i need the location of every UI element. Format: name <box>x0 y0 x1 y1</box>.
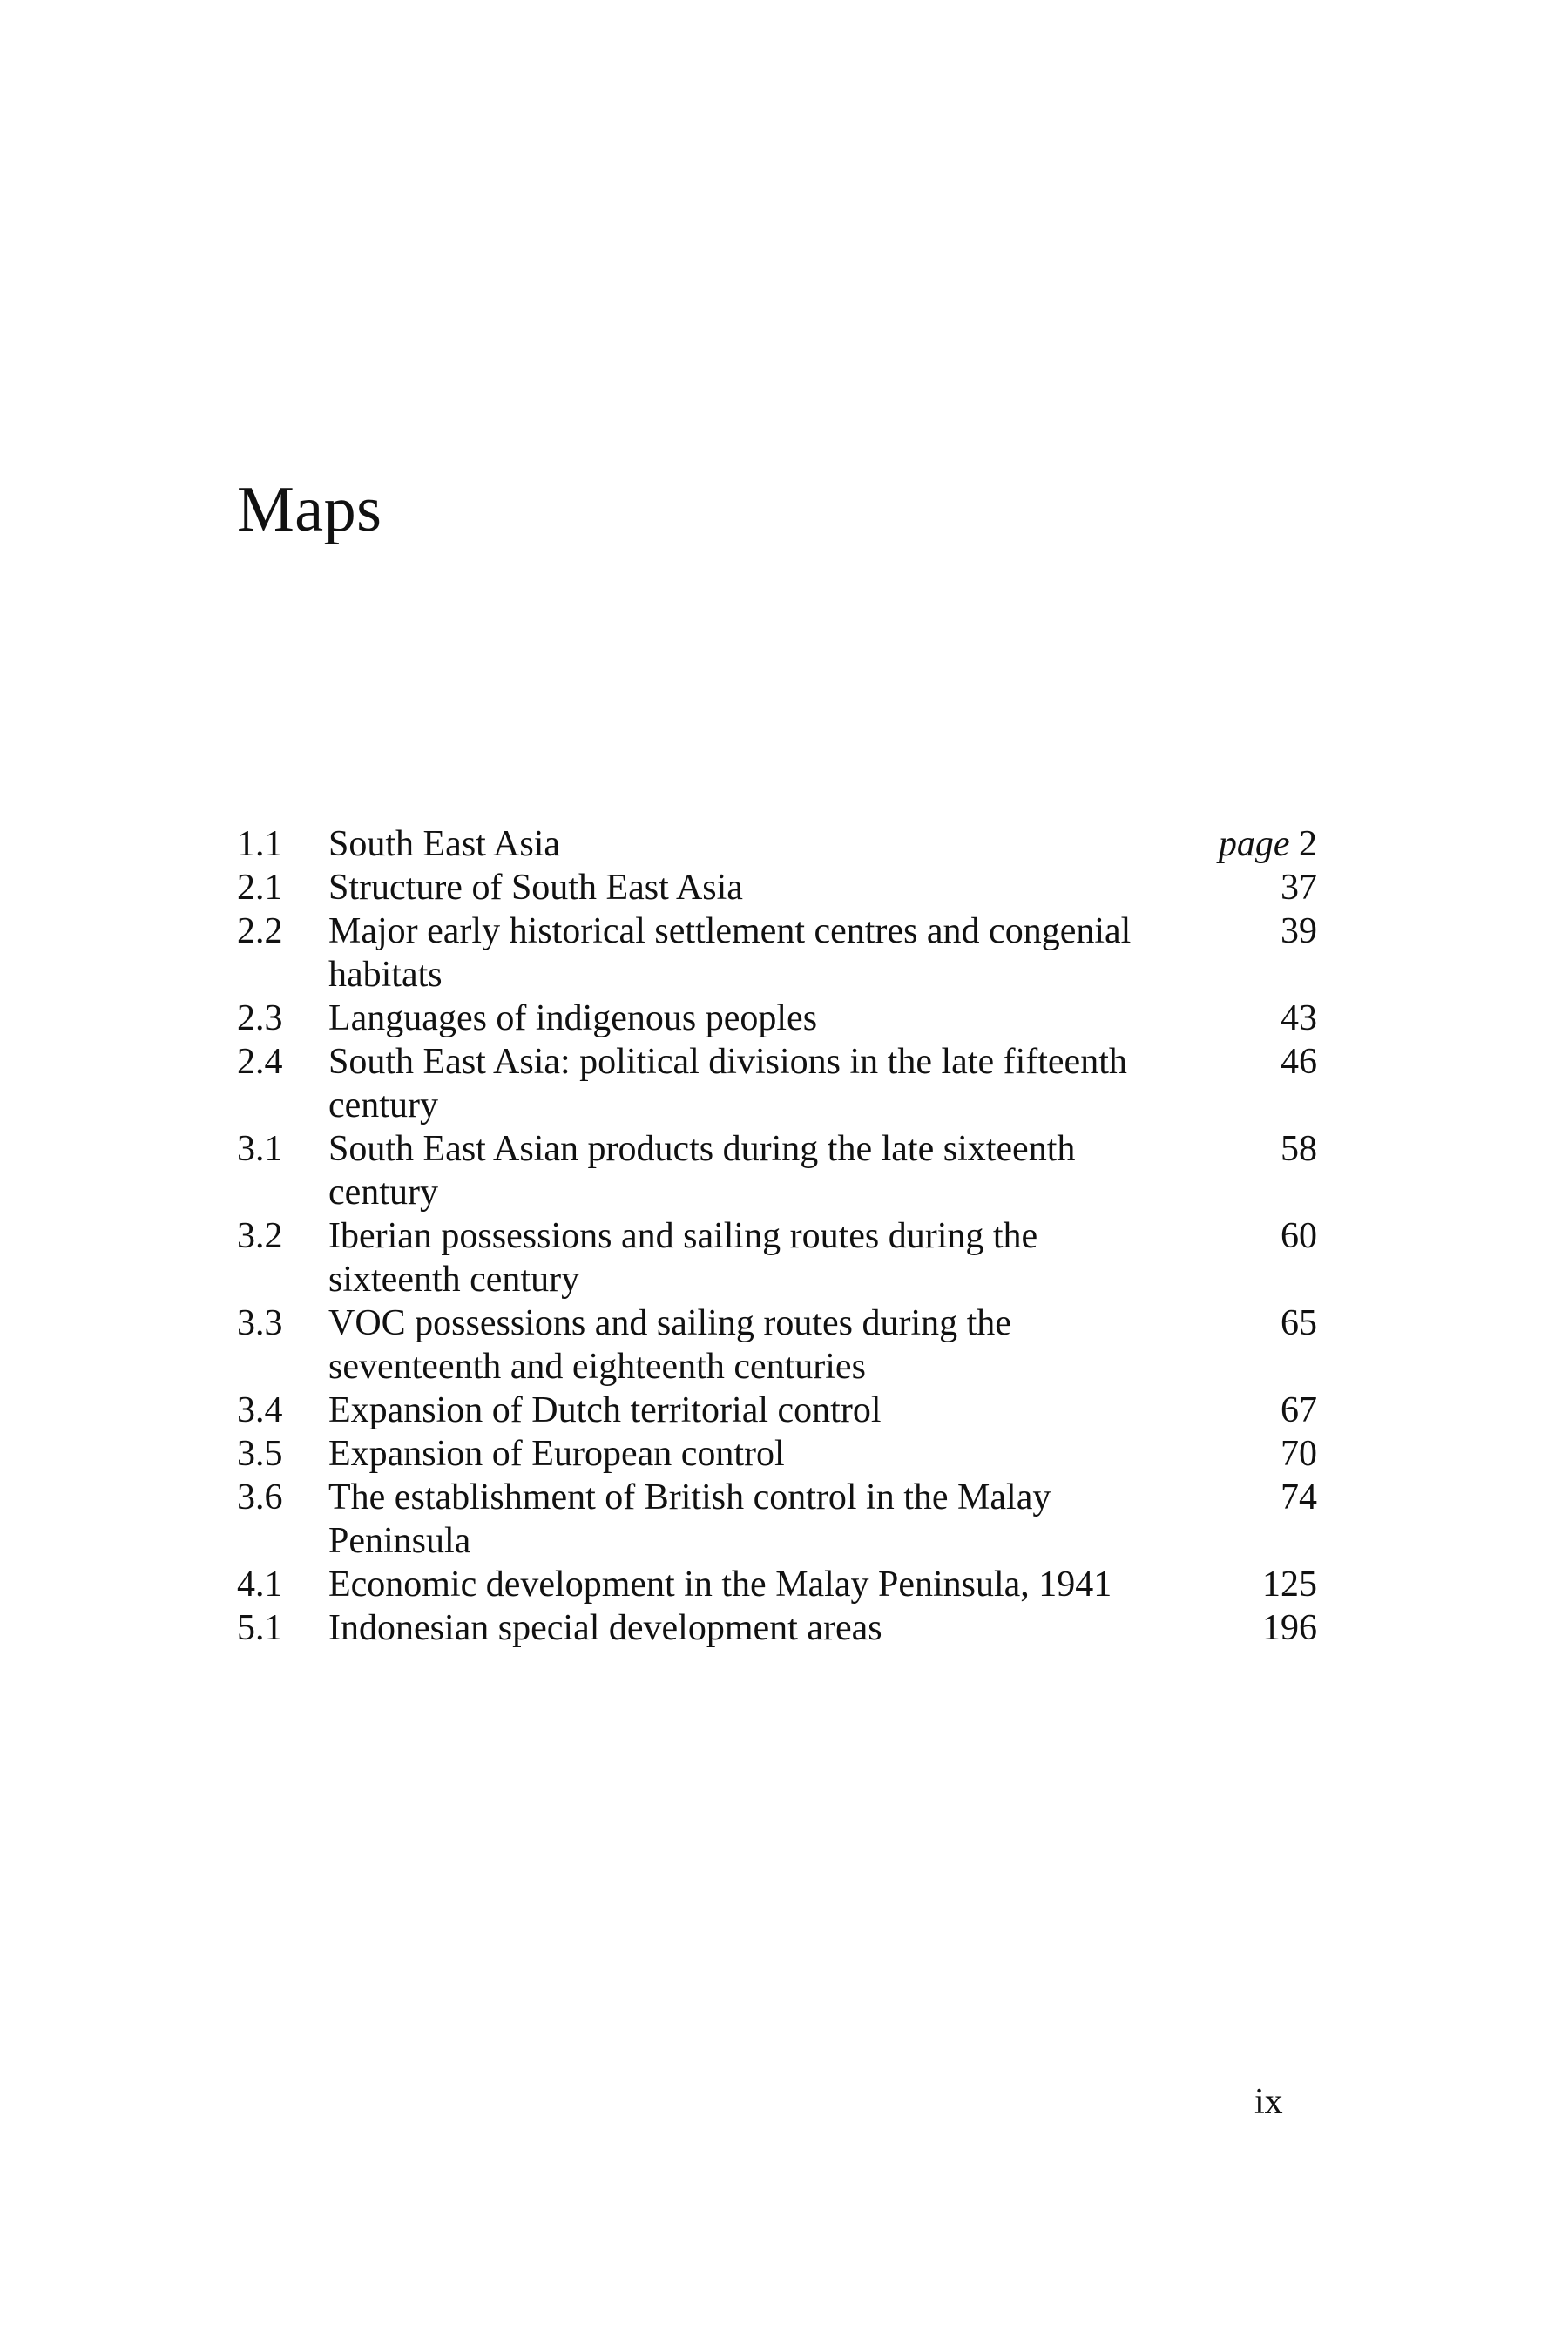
map-page-number: 74 <box>1281 1477 1317 1517</box>
map-title: Expansion of Dutch territorial control <box>328 1390 882 1430</box>
map-title: Languages of indigenous peoples <box>328 998 818 1038</box>
map-page-number: 65 <box>1281 1303 1317 1343</box>
map-number: 1.1 <box>237 824 283 864</box>
map-title: Indonesian special development areas <box>328 1608 882 1648</box>
map-number: 2.4 <box>237 1042 283 1082</box>
map-number: 2.3 <box>237 998 283 1038</box>
map-page-number: 67 <box>1281 1390 1317 1430</box>
map-entry-3-2 <box>237 1214 1317 1301</box>
map-title: Iberian possessions and sailing routes during the sixteenth century <box>328 1216 1038 1300</box>
map-number: 3.3 <box>237 1303 283 1343</box>
map-entry-3-5 <box>237 1432 1317 1476</box>
map-entry-3-1 <box>237 1127 1317 1214</box>
map-entry-5-1 <box>237 1606 1317 1650</box>
map-entry-2-2 <box>237 909 1317 997</box>
map-number: 2.1 <box>237 868 283 908</box>
map-number: 3.4 <box>237 1390 283 1430</box>
map-number: 4.1 <box>237 1565 283 1605</box>
map-entry-2-1 <box>237 866 1317 909</box>
map-page-number: 196 <box>1262 1608 1317 1648</box>
map-title: Structure of South East Asia <box>328 868 743 908</box>
map-title: South East Asia: political divisions in the late fifteenth century <box>328 1042 1127 1125</box>
page-prefix: page <box>1218 824 1290 864</box>
page-title: Maps <box>237 474 382 545</box>
map-page-number <box>1219 822 1317 866</box>
map-page-number: 125 <box>1262 1565 1317 1605</box>
page-value: 2 <box>1299 824 1317 864</box>
map-number: 2.2 <box>237 911 283 951</box>
map-title: Major early historical settlement centres and congenial habitats <box>328 911 1132 995</box>
map-page-number: 60 <box>1281 1216 1317 1256</box>
map-number: 3.5 <box>237 1434 283 1474</box>
map-title: Expansion of European control <box>328 1434 785 1474</box>
map-entry-3-3 <box>237 1301 1317 1389</box>
page-folio: ix <box>1254 2082 1283 2122</box>
map-page-number: 70 <box>1281 1434 1317 1474</box>
map-title: VOC possessions and sailing routes during the seventeenth and eighteenth centuries <box>328 1303 1011 1387</box>
map-title: South East Asian products during the late sixteenth century <box>328 1129 1076 1213</box>
map-number: 3.6 <box>237 1477 283 1517</box>
map-title: The establishment of British control in the Malay Peninsula <box>328 1477 1051 1561</box>
map-entry-2-3 <box>237 997 1317 1040</box>
map-title: Economic development in the Malay Peninsula, 1941 <box>328 1565 1112 1605</box>
map-number: 3.2 <box>237 1216 283 1256</box>
map-number: 5.1 <box>237 1608 283 1648</box>
map-page-number: 58 <box>1281 1129 1317 1169</box>
map-entry-4-1 <box>237 1563 1317 1606</box>
map-entry-3-6 <box>237 1476 1317 1563</box>
map-page-number: 39 <box>1281 911 1317 951</box>
map-title: South East Asia <box>328 824 561 864</box>
map-page-number: 43 <box>1281 998 1317 1038</box>
map-number: 3.1 <box>237 1129 283 1169</box>
map-entry-3-4 <box>237 1389 1317 1432</box>
map-page-number: 37 <box>1281 868 1317 908</box>
map-page-number: 46 <box>1281 1042 1317 1082</box>
map-entry-2-4 <box>237 1040 1317 1127</box>
maps-list <box>237 822 1317 1650</box>
map-entry-1-1 <box>237 822 1317 866</box>
